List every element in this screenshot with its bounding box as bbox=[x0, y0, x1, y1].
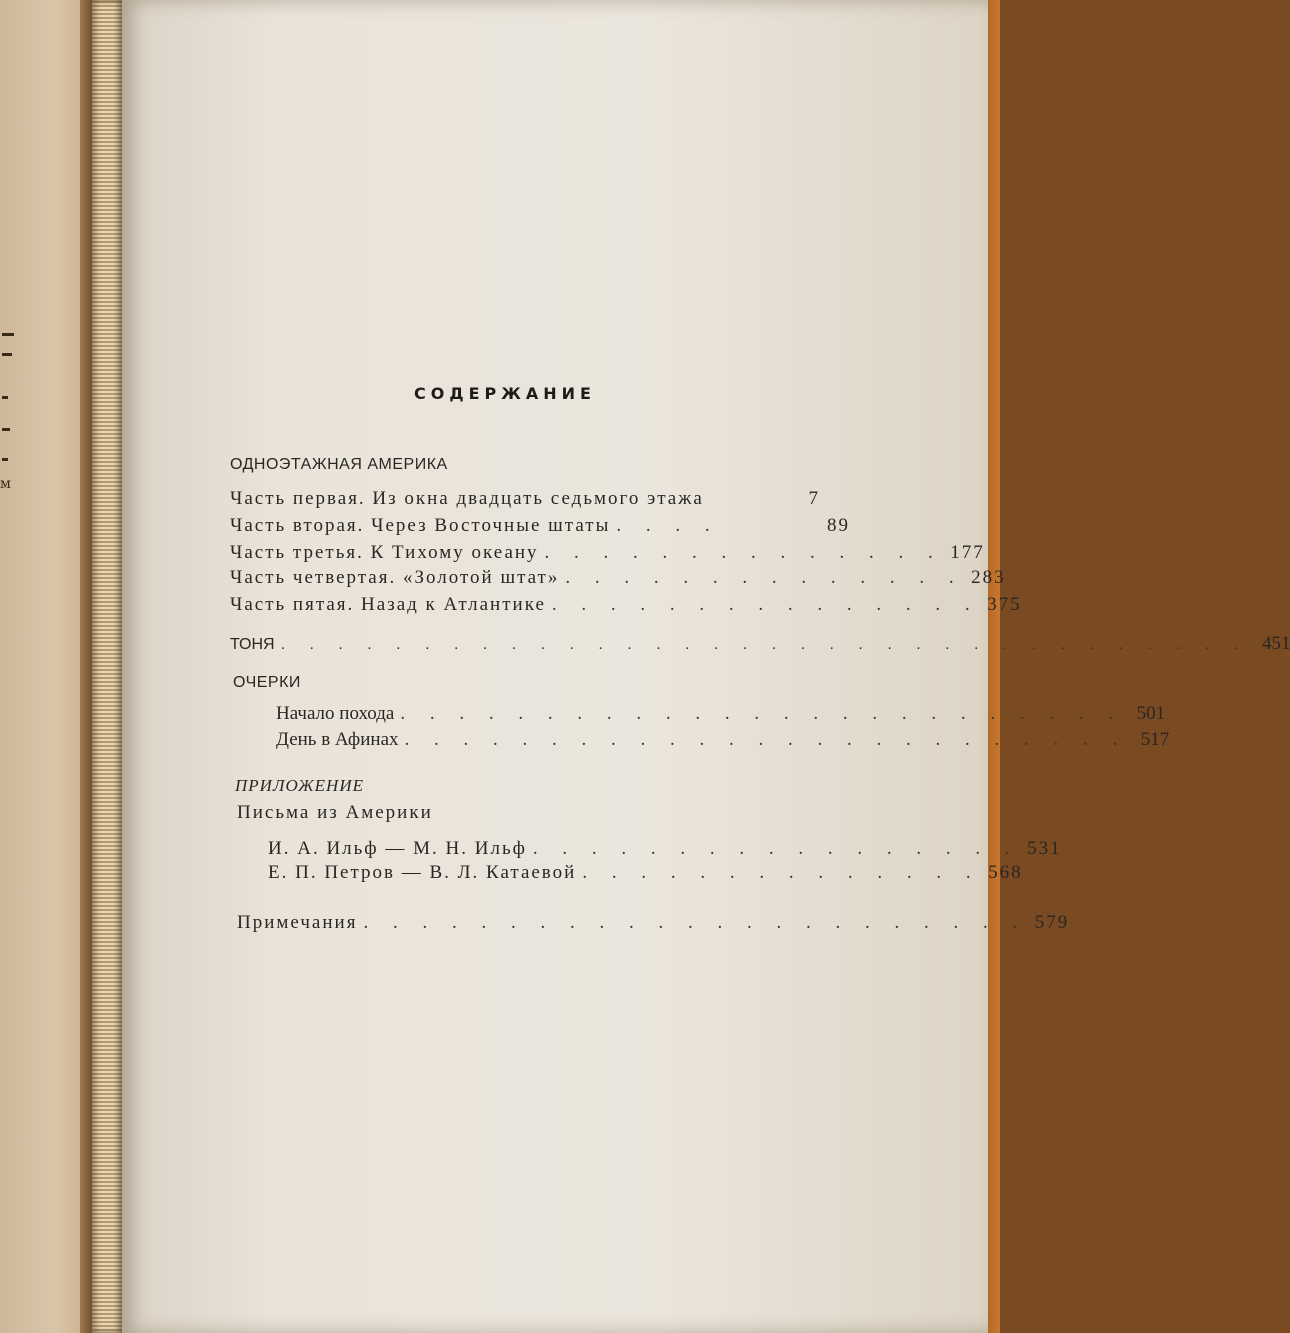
leader-dots: . . . . bbox=[616, 515, 720, 536]
toc-entry-label: Часть первая. Из окна двадцать седьмого этажа bbox=[230, 488, 704, 509]
toc-entry-page: 7 bbox=[808, 488, 820, 509]
toc-entry[interactable] bbox=[230, 594, 1022, 616]
book-spine-stitching bbox=[92, 0, 122, 1333]
toc-entry-label: Часть четвертая. «Золотой штат» bbox=[230, 567, 560, 588]
leader-dots: . . . . . . . . . . . . . . . . . . . . . . . . . bbox=[404, 729, 1128, 750]
toc-entry-label: Часть вторая. Через Восточные штаты bbox=[230, 515, 611, 536]
leader-dots: . . . . . . . . . . . . . . bbox=[544, 542, 943, 563]
toc-entry[interactable] bbox=[230, 567, 1006, 589]
toc-entry-page: 517 bbox=[1140, 729, 1170, 750]
leader-dots: . . . . . . . . . . . . . . . bbox=[551, 594, 980, 615]
toc-entry[interactable] bbox=[230, 542, 985, 564]
toc-entry-page: 375 bbox=[987, 594, 1022, 615]
leader-dots: . . . . . . . . . . . . . . bbox=[582, 862, 981, 883]
toc-entry-page: 451 bbox=[1261, 633, 1290, 654]
toc-entry-page: 177 bbox=[950, 542, 985, 563]
section-heading-odnoetazhnaya: ОДНОЭТАЖНАЯ АМЕРИКА bbox=[230, 456, 448, 473]
toc-entry-page: 501 bbox=[1136, 703, 1166, 724]
toc-title: СОДЕРЖАНИЕ bbox=[414, 384, 596, 403]
toc-entry-page: 89 bbox=[827, 515, 850, 536]
toc-entry-label: И. А. Ильф — М. Н. Ильф bbox=[268, 838, 527, 859]
leader-dots: . . . . . . . . . . . . . . . . . . . . . . . bbox=[363, 912, 1028, 933]
toc-entry-page: 568 bbox=[988, 862, 1023, 883]
cover-edge bbox=[988, 0, 1000, 1333]
toc-entry-label: ТОНЯ bbox=[230, 636, 275, 653]
text-fragment bbox=[2, 428, 10, 431]
toc-entry-page: 579 bbox=[1034, 912, 1070, 933]
appendix-subheading: Письма из Америки bbox=[237, 802, 433, 823]
toc-entry-label: Примечания bbox=[237, 912, 358, 933]
edge-letter: м bbox=[0, 476, 11, 492]
section-heading-ocherki: ОЧЕРКИ bbox=[233, 674, 301, 691]
text-fragment bbox=[2, 396, 8, 399]
toc-entry-notes[interactable] bbox=[237, 912, 1070, 934]
text-fragment bbox=[2, 333, 14, 336]
leader-dots: . . . . . . . . . . . . . . bbox=[565, 567, 964, 588]
toc-entry-label: Е. П. Петров — В. Л. Катаевой bbox=[268, 862, 577, 883]
leader-dots: . . . . . . . . . . . . . . . . . . . . . . . . . bbox=[400, 703, 1124, 724]
toc-entry-label: Часть пятая. Назад к Атлантике bbox=[230, 594, 546, 615]
toc-entry[interactable] bbox=[230, 488, 820, 510]
leader-dots: . . . . . . . . . . . . . . . . . . . . . . . . . . . . . . . . . . bbox=[280, 636, 1249, 653]
toc-entry-page: 283 bbox=[971, 567, 1006, 588]
toc-entry[interactable] bbox=[276, 703, 1166, 725]
text-fragment bbox=[2, 458, 8, 461]
toc-entry-label: День в Афинах bbox=[276, 729, 399, 750]
toc-entry-tonya[interactable] bbox=[230, 633, 1290, 655]
contents-page bbox=[122, 0, 988, 1333]
leader-dots: . . . . . . . . . . . . . . . . . bbox=[532, 838, 1020, 859]
toc-entry-label: Начало похода bbox=[276, 703, 395, 724]
toc-entry[interactable] bbox=[230, 515, 850, 537]
previous-page-edge bbox=[0, 0, 92, 1333]
toc-entry-page: 531 bbox=[1027, 838, 1062, 859]
toc-entry[interactable] bbox=[268, 838, 1062, 860]
text-fragment bbox=[2, 353, 12, 356]
toc-entry[interactable] bbox=[268, 862, 1023, 884]
toc-entry[interactable] bbox=[276, 729, 1170, 751]
appendix-heading: ПРИЛОЖЕНИЕ bbox=[235, 776, 364, 795]
toc-entry-label: Часть третья. К Тихому океану bbox=[230, 542, 539, 563]
